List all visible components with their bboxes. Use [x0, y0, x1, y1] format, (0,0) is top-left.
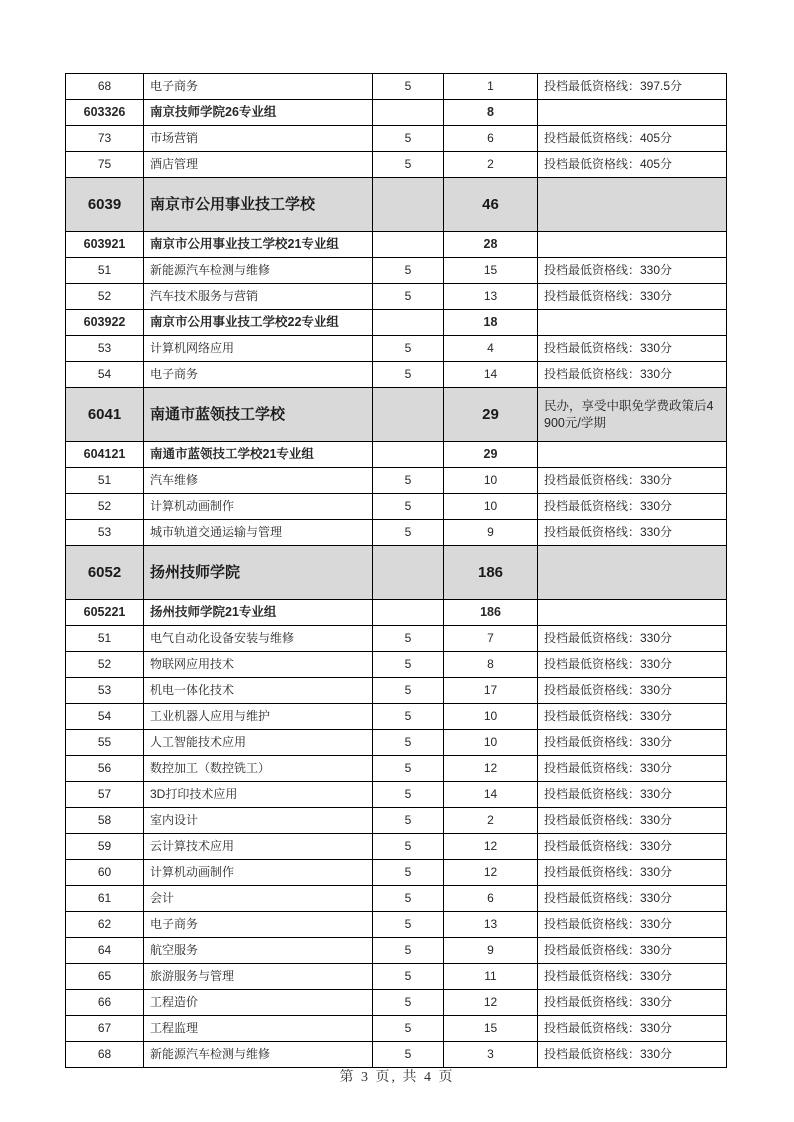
- cell-name: 数控加工（数控铣工）: [144, 756, 373, 782]
- cell-remark: 投档最低资格线：330分: [538, 258, 727, 284]
- admission-results-table: [65, 73, 727, 1068]
- table-row-course: [66, 860, 727, 886]
- cell-remark: 投档最低资格线：330分: [538, 808, 727, 834]
- cell-plan: 5: [373, 626, 444, 652]
- cell-remark: [538, 178, 727, 232]
- cell-name: 旅游服务与管理: [144, 964, 373, 990]
- cell-code: 53: [66, 336, 144, 362]
- cell-name: 扬州技师学院: [144, 546, 373, 600]
- cell-name: 南京技师学院26专业组: [144, 100, 373, 126]
- cell-code: 6039: [66, 178, 144, 232]
- cell-plan: 5: [373, 964, 444, 990]
- cell-name: 工业机器人应用与维护: [144, 704, 373, 730]
- cell-code: 68: [66, 1042, 144, 1068]
- cell-code: 62: [66, 912, 144, 938]
- cell-code: 59: [66, 834, 144, 860]
- cell-code: 68: [66, 74, 144, 100]
- cell-code: 6041: [66, 388, 144, 442]
- cell-count: 29: [444, 388, 538, 442]
- cell-plan: [373, 600, 444, 626]
- cell-name: 工程造价: [144, 990, 373, 1016]
- cell-remark: 投档最低资格线：330分: [538, 336, 727, 362]
- table-row-school: [66, 178, 727, 232]
- cell-count: 13: [444, 284, 538, 310]
- cell-code: 56: [66, 756, 144, 782]
- cell-remark: 投档最低资格线：330分: [538, 756, 727, 782]
- table-row-course: [66, 626, 727, 652]
- cell-name: 汽车维修: [144, 468, 373, 494]
- cell-code: 51: [66, 468, 144, 494]
- cell-remark: [538, 232, 727, 258]
- cell-count: 12: [444, 756, 538, 782]
- cell-name: 电子商务: [144, 74, 373, 100]
- cell-remark: 投档最低资格线：330分: [538, 860, 727, 886]
- cell-remark: 投档最低资格线：397.5分: [538, 74, 727, 100]
- cell-remark: 投档最低资格线：330分: [538, 284, 727, 310]
- table-row-course: [66, 886, 727, 912]
- cell-count: 6: [444, 886, 538, 912]
- table-row-group: [66, 442, 727, 468]
- cell-count: 29: [444, 442, 538, 468]
- cell-name: 扬州技师学院21专业组: [144, 600, 373, 626]
- cell-code: 54: [66, 362, 144, 388]
- cell-name: 工程监理: [144, 1016, 373, 1042]
- cell-code: 54: [66, 704, 144, 730]
- cell-count: 7: [444, 626, 538, 652]
- cell-name: 室内设计: [144, 808, 373, 834]
- cell-plan: 5: [373, 652, 444, 678]
- cell-remark: 投档最低资格线：330分: [538, 834, 727, 860]
- cell-plan: 5: [373, 938, 444, 964]
- cell-count: 9: [444, 938, 538, 964]
- cell-name: 酒店管理: [144, 152, 373, 178]
- cell-code: 51: [66, 258, 144, 284]
- cell-remark: 投档最低资格线：330分: [538, 1042, 727, 1068]
- cell-remark: [538, 546, 727, 600]
- cell-remark: 投档最低资格线：405分: [538, 126, 727, 152]
- cell-code: 52: [66, 284, 144, 310]
- table-row-course: [66, 74, 727, 100]
- cell-count: 4: [444, 336, 538, 362]
- cell-plan: [373, 232, 444, 258]
- cell-plan: 5: [373, 362, 444, 388]
- cell-code: 61: [66, 886, 144, 912]
- cell-remark: 投档最低资格线：330分: [538, 730, 727, 756]
- table-row-course: [66, 652, 727, 678]
- cell-remark: 投档最低资格线：330分: [538, 678, 727, 704]
- table-row-group: [66, 600, 727, 626]
- table-row-course: [66, 678, 727, 704]
- cell-plan: 5: [373, 782, 444, 808]
- cell-plan: 5: [373, 808, 444, 834]
- table-row-group: [66, 232, 727, 258]
- cell-count: 12: [444, 860, 538, 886]
- cell-count: 8: [444, 652, 538, 678]
- cell-count: 15: [444, 258, 538, 284]
- cell-name: 南通市蓝领技工学校21专业组: [144, 442, 373, 468]
- cell-remark: 投档最低资格线：330分: [538, 468, 727, 494]
- cell-count: 186: [444, 600, 538, 626]
- cell-code: 67: [66, 1016, 144, 1042]
- cell-count: 8: [444, 100, 538, 126]
- cell-code: 603921: [66, 232, 144, 258]
- table-row-course: [66, 782, 727, 808]
- cell-plan: 5: [373, 1016, 444, 1042]
- cell-remark: 投档最低资格线：405分: [538, 152, 727, 178]
- table-row-course: [66, 730, 727, 756]
- cell-code: 57: [66, 782, 144, 808]
- cell-remark: 投档最低资格线：330分: [538, 704, 727, 730]
- cell-plan: 5: [373, 1042, 444, 1068]
- table-row-course: [66, 990, 727, 1016]
- cell-name: 电子商务: [144, 362, 373, 388]
- cell-remark: 投档最低资格线：330分: [538, 782, 727, 808]
- cell-plan: [373, 310, 444, 336]
- cell-count: 10: [444, 494, 538, 520]
- cell-plan: 5: [373, 152, 444, 178]
- table-row-course: [66, 152, 727, 178]
- cell-plan: 5: [373, 730, 444, 756]
- cell-code: 65: [66, 964, 144, 990]
- table-row-course: [66, 1042, 727, 1068]
- cell-remark: 投档最低资格线：330分: [538, 626, 727, 652]
- cell-count: 28: [444, 232, 538, 258]
- cell-name: 市场营销: [144, 126, 373, 152]
- table-row-course: [66, 126, 727, 152]
- cell-count: 15: [444, 1016, 538, 1042]
- cell-code: 603922: [66, 310, 144, 336]
- cell-name: 会计: [144, 886, 373, 912]
- cell-plan: 5: [373, 704, 444, 730]
- cell-count: 13: [444, 912, 538, 938]
- cell-plan: 5: [373, 336, 444, 362]
- cell-remark: 投档最低资格线：330分: [538, 494, 727, 520]
- cell-count: 12: [444, 834, 538, 860]
- cell-plan: [373, 546, 444, 600]
- table-row-group: [66, 100, 727, 126]
- cell-plan: 5: [373, 990, 444, 1016]
- cell-code: 53: [66, 678, 144, 704]
- cell-remark: 投档最低资格线：330分: [538, 938, 727, 964]
- cell-code: 64: [66, 938, 144, 964]
- cell-plan: 5: [373, 258, 444, 284]
- cell-count: 2: [444, 808, 538, 834]
- cell-remark: 投档最低资格线：330分: [538, 652, 727, 678]
- cell-name: 人工智能技术应用: [144, 730, 373, 756]
- cell-code: 55: [66, 730, 144, 756]
- cell-plan: 5: [373, 74, 444, 100]
- table-row-course: [66, 938, 727, 964]
- cell-code: 66: [66, 990, 144, 1016]
- table-row-course: [66, 704, 727, 730]
- cell-plan: 5: [373, 520, 444, 546]
- table-row-course: [66, 756, 727, 782]
- cell-plan: 5: [373, 126, 444, 152]
- cell-remark: 投档最低资格线：330分: [538, 990, 727, 1016]
- table-row-course: [66, 964, 727, 990]
- cell-remark: [538, 442, 727, 468]
- cell-plan: 5: [373, 494, 444, 520]
- cell-count: 3: [444, 1042, 538, 1068]
- cell-name: 南京市公用事业技工学校: [144, 178, 373, 232]
- cell-remark: 投档最低资格线：330分: [538, 520, 727, 546]
- cell-count: 1: [444, 74, 538, 100]
- cell-remark: [538, 100, 727, 126]
- cell-count: 12: [444, 990, 538, 1016]
- cell-count: 10: [444, 730, 538, 756]
- cell-count: 186: [444, 546, 538, 600]
- cell-count: 14: [444, 782, 538, 808]
- table-row-course: [66, 258, 727, 284]
- table-row-course: [66, 1016, 727, 1042]
- cell-count: 2: [444, 152, 538, 178]
- table-row-course: [66, 468, 727, 494]
- cell-name: 物联网应用技术: [144, 652, 373, 678]
- cell-remark: 民办，享受中职免学费政策后4900元/学期: [538, 388, 727, 442]
- cell-remark: 投档最低资格线：330分: [538, 886, 727, 912]
- cell-plan: 5: [373, 834, 444, 860]
- cell-name: 计算机动画制作: [144, 494, 373, 520]
- cell-code: 51: [66, 626, 144, 652]
- cell-count: 10: [444, 468, 538, 494]
- cell-plan: 5: [373, 284, 444, 310]
- cell-code: 603326: [66, 100, 144, 126]
- cell-count: 11: [444, 964, 538, 990]
- cell-code: 52: [66, 494, 144, 520]
- cell-count: 17: [444, 678, 538, 704]
- cell-name: 电气自动化设备安装与维修: [144, 626, 373, 652]
- table-row-course: [66, 494, 727, 520]
- cell-plan: 5: [373, 912, 444, 938]
- cell-count: 9: [444, 520, 538, 546]
- table-row-course: [66, 284, 727, 310]
- table-row-course: [66, 336, 727, 362]
- cell-remark: [538, 310, 727, 336]
- cell-name: 汽车技术服务与营销: [144, 284, 373, 310]
- table-row-course: [66, 520, 727, 546]
- cell-name: 3D打印技术应用: [144, 782, 373, 808]
- cell-name: 新能源汽车检测与维修: [144, 1042, 373, 1068]
- cell-count: 46: [444, 178, 538, 232]
- cell-name: 云计算技术应用: [144, 834, 373, 860]
- cell-count: 14: [444, 362, 538, 388]
- cell-code: 75: [66, 152, 144, 178]
- table-row-course: [66, 808, 727, 834]
- cell-remark: 投档最低资格线：330分: [538, 362, 727, 388]
- table-row-school: [66, 546, 727, 600]
- cell-plan: [373, 442, 444, 468]
- cell-code: 58: [66, 808, 144, 834]
- cell-name: 城市轨道交通运输与管理: [144, 520, 373, 546]
- cell-code: 605221: [66, 600, 144, 626]
- table-row-school: [66, 388, 727, 442]
- table-row-group: [66, 310, 727, 336]
- cell-plan: 5: [373, 860, 444, 886]
- cell-name: 机电一体化技术: [144, 678, 373, 704]
- cell-remark: 投档最低资格线：330分: [538, 1016, 727, 1042]
- page-number-footer: 第 3 页, 共 4 页: [339, 1070, 455, 1085]
- cell-plan: 5: [373, 468, 444, 494]
- cell-plan: [373, 100, 444, 126]
- cell-code: 53: [66, 520, 144, 546]
- cell-name: 计算机动画制作: [144, 860, 373, 886]
- cell-code: 60: [66, 860, 144, 886]
- cell-plan: 5: [373, 678, 444, 704]
- cell-name: 新能源汽车检测与维修: [144, 258, 373, 284]
- cell-name: 南京市公用事业技工学校21专业组: [144, 232, 373, 258]
- cell-code: 604121: [66, 442, 144, 468]
- cell-plan: 5: [373, 756, 444, 782]
- cell-name: 南京市公用事业技工学校22专业组: [144, 310, 373, 336]
- cell-remark: 投档最低资格线：330分: [538, 964, 727, 990]
- cell-name: 南通市蓝领技工学校: [144, 388, 373, 442]
- cell-count: 18: [444, 310, 538, 336]
- table-row-course: [66, 834, 727, 860]
- cell-remark: [538, 600, 727, 626]
- cell-code: 73: [66, 126, 144, 152]
- table-row-course: [66, 912, 727, 938]
- cell-name: 计算机网络应用: [144, 336, 373, 362]
- cell-name: 航空服务: [144, 938, 373, 964]
- cell-plan: 5: [373, 886, 444, 912]
- cell-remark: 投档最低资格线：330分: [538, 912, 727, 938]
- cell-code: 6052: [66, 546, 144, 600]
- table-row-course: [66, 362, 727, 388]
- cell-plan: [373, 178, 444, 232]
- cell-name: 电子商务: [144, 912, 373, 938]
- cell-code: 52: [66, 652, 144, 678]
- cell-count: 10: [444, 704, 538, 730]
- cell-count: 6: [444, 126, 538, 152]
- cell-plan: [373, 388, 444, 442]
